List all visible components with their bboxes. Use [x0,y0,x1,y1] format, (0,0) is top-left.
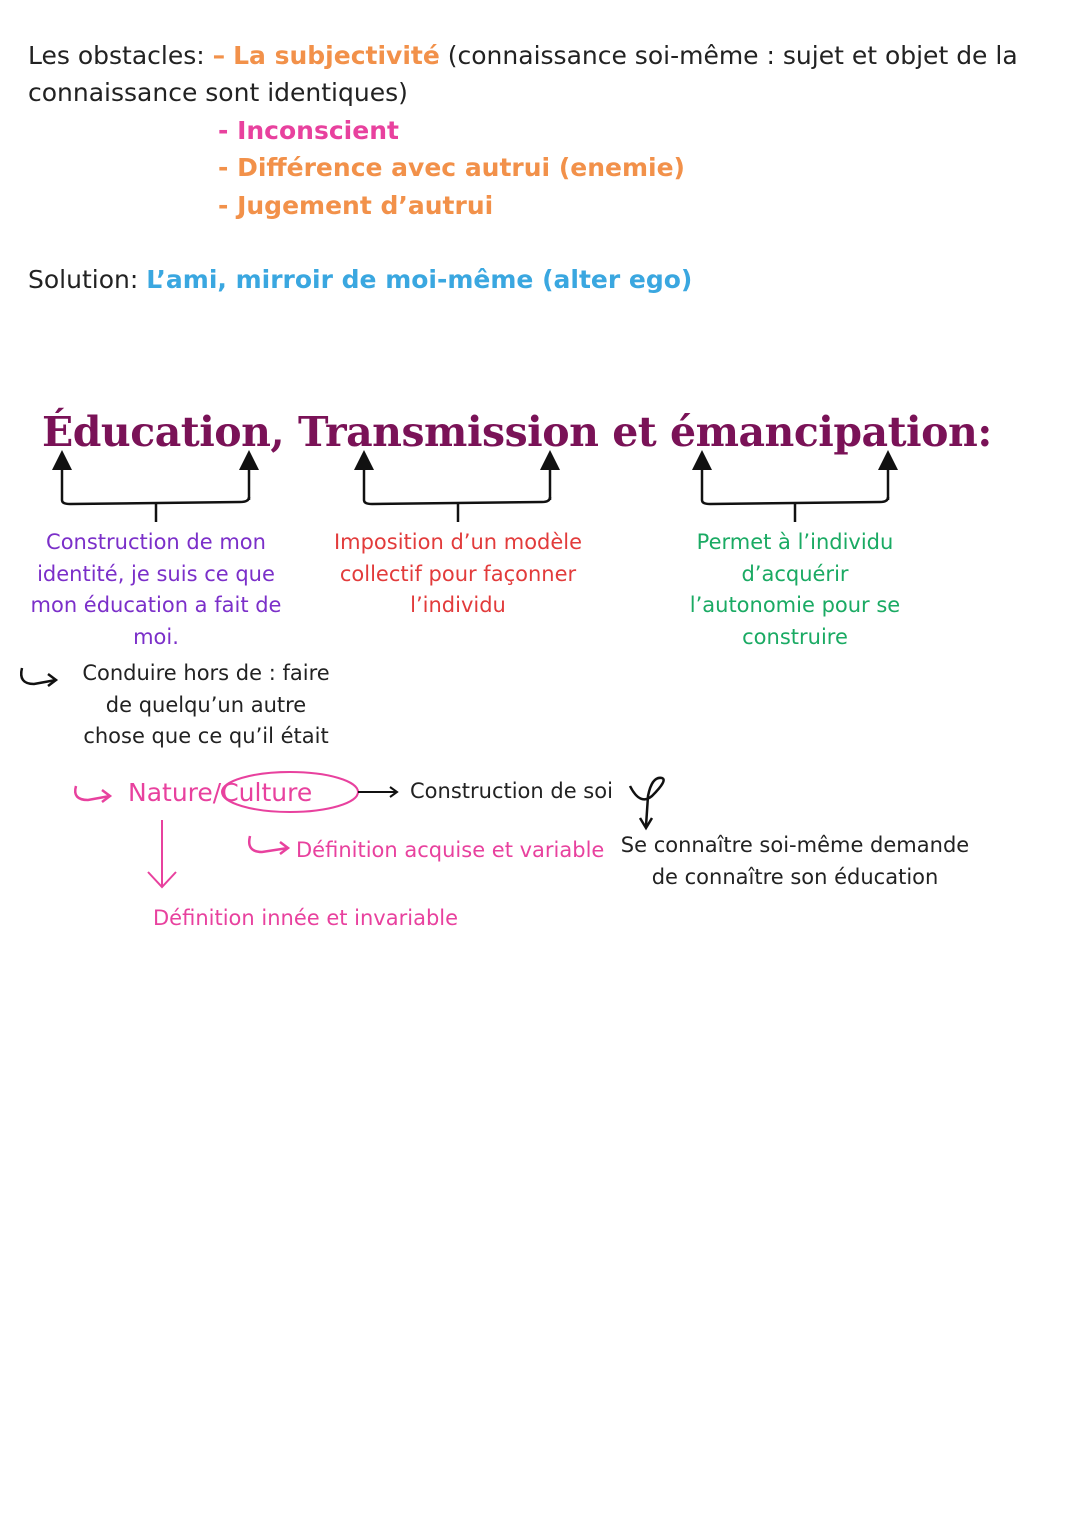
bracket-education [62,460,249,522]
obstacles-line-2: connaissance sont identiques) [28,78,408,107]
obstacles-dash: – [212,41,226,70]
solution-text: L’ami, mirroir de moi-même (alter ego) [146,265,693,294]
etymology-note: Conduire hors de : faire de quelqu’un autre chose que ce qu’il était [82,661,330,748]
bracket-emancipation [702,460,888,522]
solution-label: Solution: [28,265,139,294]
slash: / [212,778,222,807]
section-title: Éducation, Transmission et émancipation: [42,408,992,456]
culture-label: Culture [221,778,313,807]
obstacles-label: Les obstacles: [28,41,205,70]
obstacle-subjectivite: La subjectivité [233,41,440,70]
bracket-transmission [364,460,550,522]
curved-arrow-pink-icon [75,786,110,802]
loop-arrow-icon [630,778,664,828]
emancipation-definition: Permet à l’individu d’acquérir l’autonomie pour se construire [689,530,901,649]
arrow-down-pink-icon [148,820,176,887]
innate-definition: Définition innée et invariable [153,906,459,930]
nature-culture [128,776,312,810]
arrow-right-icon [358,787,397,797]
obstacle-difference: - Différence avec autrui (enemie) [218,153,685,182]
obstacle-jugement: - Jugement d’autrui [218,191,494,220]
transmission-definition: Imposition d’un modèle collectif pour façonner l’individu [333,530,583,617]
acquired-definition: Définition acquise et variable [296,838,605,862]
curved-arrow-icon [21,668,56,686]
education-definition: Construction de mon identité, je suis ce que mon éducation a fait de moi. [30,530,282,649]
obstacle-subjectivite-detail: (connaissance soi-même : sujet et objet de la [447,41,1018,70]
construction-de-soi: Construction de soi [410,779,613,803]
nature-label: Nature [128,778,213,807]
self-knowledge-note: Se connaître soi-même demande de connaître son éducation [620,833,970,889]
obstacle-inconscient: - Inconscient [218,116,399,145]
curved-arrow-pink-2-icon [249,836,288,854]
